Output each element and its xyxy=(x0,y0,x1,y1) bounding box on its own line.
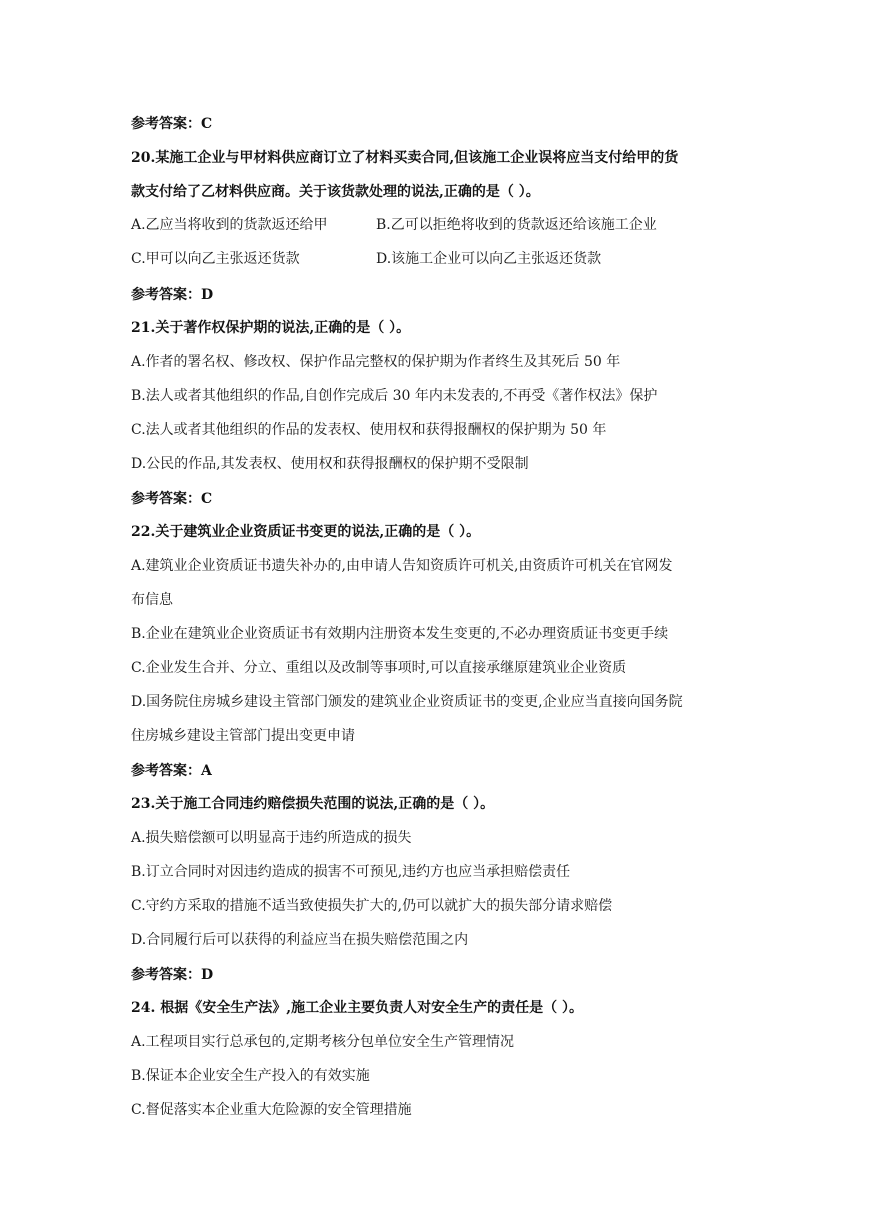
answer-22: 参考答案：A xyxy=(131,763,212,779)
question-20-option-c: C.甲可以向乙主张返还货款 xyxy=(131,251,300,267)
answer-19: 参考答案：C xyxy=(131,116,213,132)
answer-20: 参考答案：D xyxy=(131,287,214,303)
question-21-option-d: D.公民的作品,其发表权、使用权和获得报酬权的保护期不受限制 xyxy=(131,456,529,472)
question-21-stem: 21.关于著作权保护期的说法,正确的是（ ）。 xyxy=(131,320,411,336)
answer-21: 参考答案：C xyxy=(131,491,213,507)
question-22-option-a-line1: A.建筑业企业资质证书遗失补办的,由申请人告知资质许可机关,由资质许可机关在官网发 xyxy=(131,558,673,574)
question-22-stem: 22.关于建筑业企业资质证书变更的说法,正确的是（ ）。 xyxy=(131,524,481,540)
question-23-stem: 23.关于施工合同违约赔偿损失范围的说法,正确的是（ ）。 xyxy=(131,796,495,812)
question-21-option-c: C.法人或者其他组织的作品的发表权、使用权和获得报酬权的保护期为 50 年 xyxy=(131,422,607,438)
question-23-option-b: B.订立合同时对因违约造成的损害不可预见,违约方也应当承担赔偿责任 xyxy=(131,864,571,880)
question-24-option-c: C.督促落实本企业重大危险源的安全管理措施 xyxy=(131,1102,412,1118)
question-21-option-a: A.作者的署名权、修改权、保护作品完整权的保护期为作者终生及其死后 50 年 xyxy=(131,354,621,370)
question-23-option-c: C.守约方采取的措施不适当致使损失扩大的,仍可以就扩大的损失部分请求赔偿 xyxy=(131,898,613,914)
question-20-option-b: B.乙可以拒绝将收到的货款返还给该施工企业 xyxy=(376,217,657,233)
question-22-option-a-line2: 布信息 xyxy=(131,592,173,608)
question-22-option-c: C.企业发生合并、分立、重组以及改制等事项时,可以直接承继原建筑业企业资质 xyxy=(131,660,627,676)
question-20-stem-line1: 20.某施工企业与甲材料供应商订立了材料买卖合同,但该施工企业误将应当支付给甲的货 xyxy=(131,150,679,166)
question-23-option-a: A.损失赔偿额可以明显高于违约所造成的损失 xyxy=(131,830,412,846)
question-24-stem: 24. 根据《安全生产法》,施工企业主要负责人对安全生产的责任是（ ）。 xyxy=(131,1000,583,1016)
question-23-option-d: D.合同履行后可以获得的利益应当在损失赔偿范围之内 xyxy=(131,932,469,948)
question-24-option-b: B.保证本企业安全生产投入的有效实施 xyxy=(131,1068,370,1084)
question-20-option-d: D.该施工企业可以向乙主张返还货款 xyxy=(376,251,602,267)
question-24-option-a: A.工程项目实行总承包的,定期考核分包单位安全生产管理情况 xyxy=(131,1034,515,1050)
question-20-stem-line2: 款支付给了乙材料供应商。关于该货款处理的说法,正确的是（ ）。 xyxy=(131,184,540,200)
question-20-option-a: A.乙应当将收到的货款返还给甲 xyxy=(131,217,328,233)
question-22-option-d-line2: 住房城乡建设主管部门提出变更申请 xyxy=(131,728,355,744)
answer-23: 参考答案：D xyxy=(131,967,214,983)
question-21-option-b: B.法人或者其他组织的作品,自创作完成后 30 年内未发表的,不再受《著作权法》保护 xyxy=(131,388,658,404)
question-22-option-d-line1: D.国务院住房城乡建设主管部门颁发的建筑业企业资质证书的变更,企业应当直接向国务院 xyxy=(131,694,683,710)
question-22-option-b: B.企业在建筑业企业资质证书有效期内注册资本发生变更的,不必办理资质证书变更手续 xyxy=(131,626,669,642)
